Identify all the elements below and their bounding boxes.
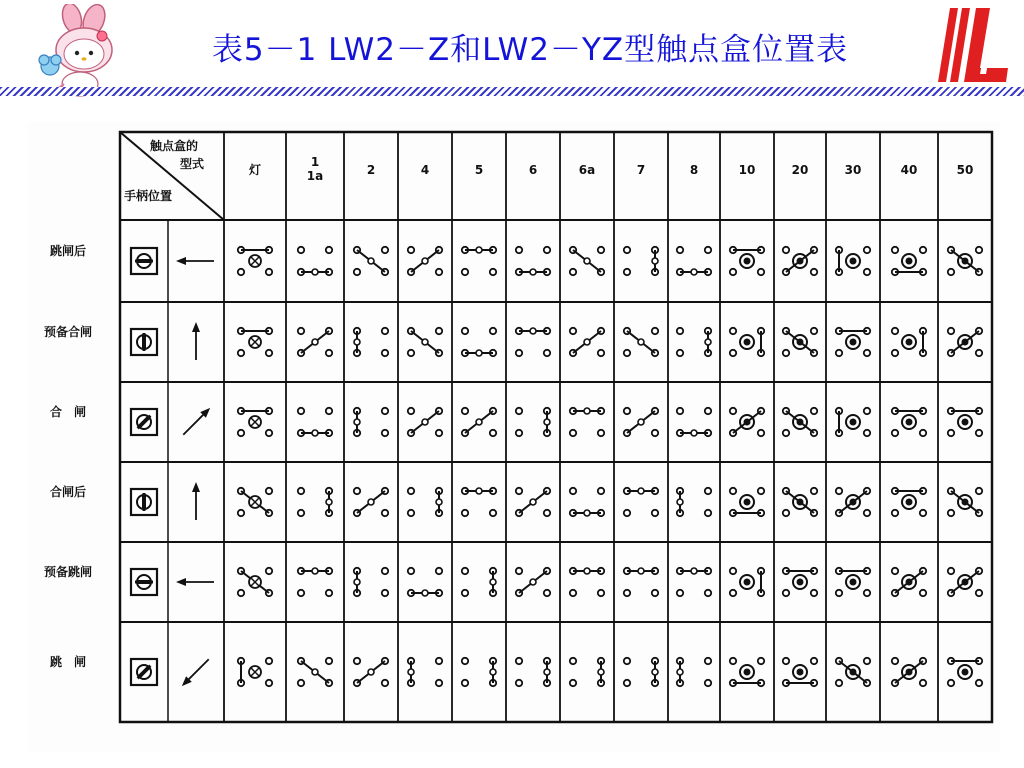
contact-diagram: [624, 247, 658, 275]
switch-handle-icon: [131, 409, 157, 435]
contact-diagram: [624, 658, 658, 686]
direction-arrow-icon: [192, 482, 200, 520]
column-header-line: 1: [310, 155, 320, 169]
contact-diagram: [730, 247, 764, 275]
contact-diagram: [462, 568, 496, 596]
switch-handle-icon: [131, 248, 157, 274]
column-header: [690, 163, 698, 177]
row-label: 预备跳闸: [43, 565, 93, 579]
contact-diagram: [462, 408, 496, 436]
contact-diagram: [892, 247, 926, 275]
contact-diagram: [462, 488, 496, 516]
corner-label-type-2: 型式: [180, 157, 205, 171]
contact-diagram: [238, 568, 272, 596]
contact-diagram: [298, 328, 332, 356]
contact-diagram: [354, 408, 388, 436]
direction-arrow-icon: [179, 656, 212, 689]
direction-arrow-icon: [176, 257, 214, 265]
column-header: [529, 163, 537, 177]
corner-label-type: 触点盒的: [150, 139, 199, 153]
row-label: 合 闸: [49, 405, 87, 419]
contact-diagram: [677, 328, 711, 356]
contact-diagram: [677, 488, 711, 516]
table-figure: [28, 122, 1000, 752]
contact-diagram: [354, 247, 388, 275]
contact-diagrams: [238, 247, 982, 686]
column-header-line: 6: [528, 163, 538, 177]
column-header: [845, 163, 862, 177]
contact-diagram: [783, 658, 817, 686]
column-header: [792, 163, 809, 177]
contact-diagram: [783, 328, 817, 356]
contact-diagram: [836, 328, 870, 356]
page-title: 表5－1 LW2－Z和LW2－YZ型触点盒位置表: [211, 32, 849, 68]
contact-diagram: [570, 328, 604, 356]
column-header-line: 40: [900, 163, 918, 177]
contact-diagram: [836, 488, 870, 516]
contact-diagram: [836, 568, 870, 596]
contact-diagram: [948, 658, 982, 686]
contact-diagram: [677, 408, 711, 436]
column-header-line: 20: [791, 163, 809, 177]
contact-diagram: [354, 568, 388, 596]
contact-diagram: [354, 488, 388, 516]
contact-diagram: [570, 488, 604, 516]
contact-diagram: [298, 247, 332, 275]
column-header: [421, 163, 429, 177]
direction-arrow-icon: [176, 578, 214, 586]
contact-diagram: [783, 247, 817, 275]
contact-diagram: [783, 408, 817, 436]
contact-diagram: [516, 488, 550, 516]
contact-diagram: [677, 658, 711, 686]
corner-header-cell: [120, 132, 224, 220]
contact-diagram: [408, 247, 442, 275]
contact-diagram: [892, 408, 926, 436]
contact-diagram: [948, 568, 982, 596]
contact-diagram: [624, 568, 658, 596]
column-header-line: 7: [636, 163, 646, 177]
contact-diagram: [462, 658, 496, 686]
row-label: 合闸后: [49, 485, 87, 499]
contact-diagram: [892, 488, 926, 516]
switch-handle-icon: [131, 489, 157, 515]
contact-diagram: [892, 568, 926, 596]
contact-diagram: [516, 328, 550, 356]
contact-diagram: [298, 408, 332, 436]
row-label: 预备合闸: [43, 325, 93, 339]
contact-diagram: [408, 658, 442, 686]
column-header-line: 10: [738, 163, 756, 177]
corner-label-handle: 手柄位置: [124, 189, 173, 203]
column-header: [307, 155, 323, 183]
contact-diagram: [408, 408, 442, 436]
contact-diagram: [836, 408, 870, 436]
column-header-line: 灯: [248, 163, 262, 177]
column-header-line: 50: [956, 163, 974, 177]
contact-diagram: [948, 408, 982, 436]
contact-diagram: [238, 328, 272, 356]
direction-arrow-icon: [180, 405, 213, 438]
row-label: 跳 闸: [49, 655, 87, 669]
contact-diagram: [730, 568, 764, 596]
contact-diagram: [730, 328, 764, 356]
column-header: [475, 163, 483, 177]
contact-diagram: [624, 488, 658, 516]
column-headers: [248, 155, 973, 183]
contact-diagram: [238, 408, 272, 436]
contact-diagram: [677, 247, 711, 275]
contact-position-table: [28, 122, 1000, 752]
contact-diagram: [892, 328, 926, 356]
direction-arrow-icon: [192, 322, 200, 360]
column-header-line: 30: [844, 163, 862, 177]
contact-diagram: [298, 568, 332, 596]
contact-diagram: [783, 488, 817, 516]
contact-diagram: [354, 658, 388, 686]
contact-diagram: [462, 328, 496, 356]
slide-header: [0, 0, 1024, 96]
mascot-icon: [20, 4, 124, 100]
switch-handle-icon: [131, 569, 157, 595]
contact-diagram: [516, 658, 550, 686]
contact-diagram: [730, 658, 764, 686]
contact-diagram: [408, 488, 442, 516]
contact-diagram: [836, 658, 870, 686]
contact-diagram: [948, 247, 982, 275]
contact-diagram: [730, 408, 764, 436]
column-header: [367, 163, 375, 177]
contact-diagram: [570, 568, 604, 596]
column-header: [901, 163, 918, 177]
column-header: [637, 163, 645, 177]
column-header-line: 6a: [578, 163, 596, 177]
switch-handle-icon: [131, 329, 157, 355]
contact-diagram: [624, 328, 658, 356]
contact-diagram: [730, 488, 764, 516]
contact-diagram: [298, 658, 332, 686]
column-header-line: 2: [366, 163, 376, 177]
row-labels: [44, 243, 92, 669]
switch-handle-icon: [131, 659, 157, 685]
contact-diagram: [516, 247, 550, 275]
contact-diagram: [783, 568, 817, 596]
contact-diagram: [408, 568, 442, 596]
contact-diagram: [354, 328, 388, 356]
column-header: [579, 163, 595, 177]
contact-diagram: [238, 247, 272, 275]
row-label: 跳闸后: [49, 244, 87, 258]
brand-logo-icon: [936, 4, 1012, 86]
contact-diagram: [462, 247, 496, 275]
column-header: [739, 163, 756, 177]
contact-diagram: [948, 328, 982, 356]
contact-diagram: [624, 408, 658, 436]
column-header-line: 8: [689, 163, 699, 177]
column-header-line: 1a: [306, 169, 324, 183]
column-header-line: 5: [474, 163, 484, 177]
contact-diagram: [516, 408, 550, 436]
column-header-line: 4: [420, 163, 430, 177]
contact-diagram: [948, 488, 982, 516]
header-divider: [0, 87, 1024, 96]
column-header: [248, 162, 261, 177]
contact-diagram: [238, 658, 272, 686]
contact-diagram: [238, 488, 272, 516]
contact-diagram: [892, 658, 926, 686]
contact-diagram: [570, 658, 604, 686]
contact-diagram: [408, 328, 442, 356]
contact-diagram: [570, 408, 604, 436]
column-header: [957, 163, 974, 177]
contact-diagram: [677, 568, 711, 596]
contact-diagram: [298, 488, 332, 516]
contact-diagram: [836, 247, 870, 275]
contact-diagram: [570, 247, 604, 275]
contact-diagram: [516, 568, 550, 596]
